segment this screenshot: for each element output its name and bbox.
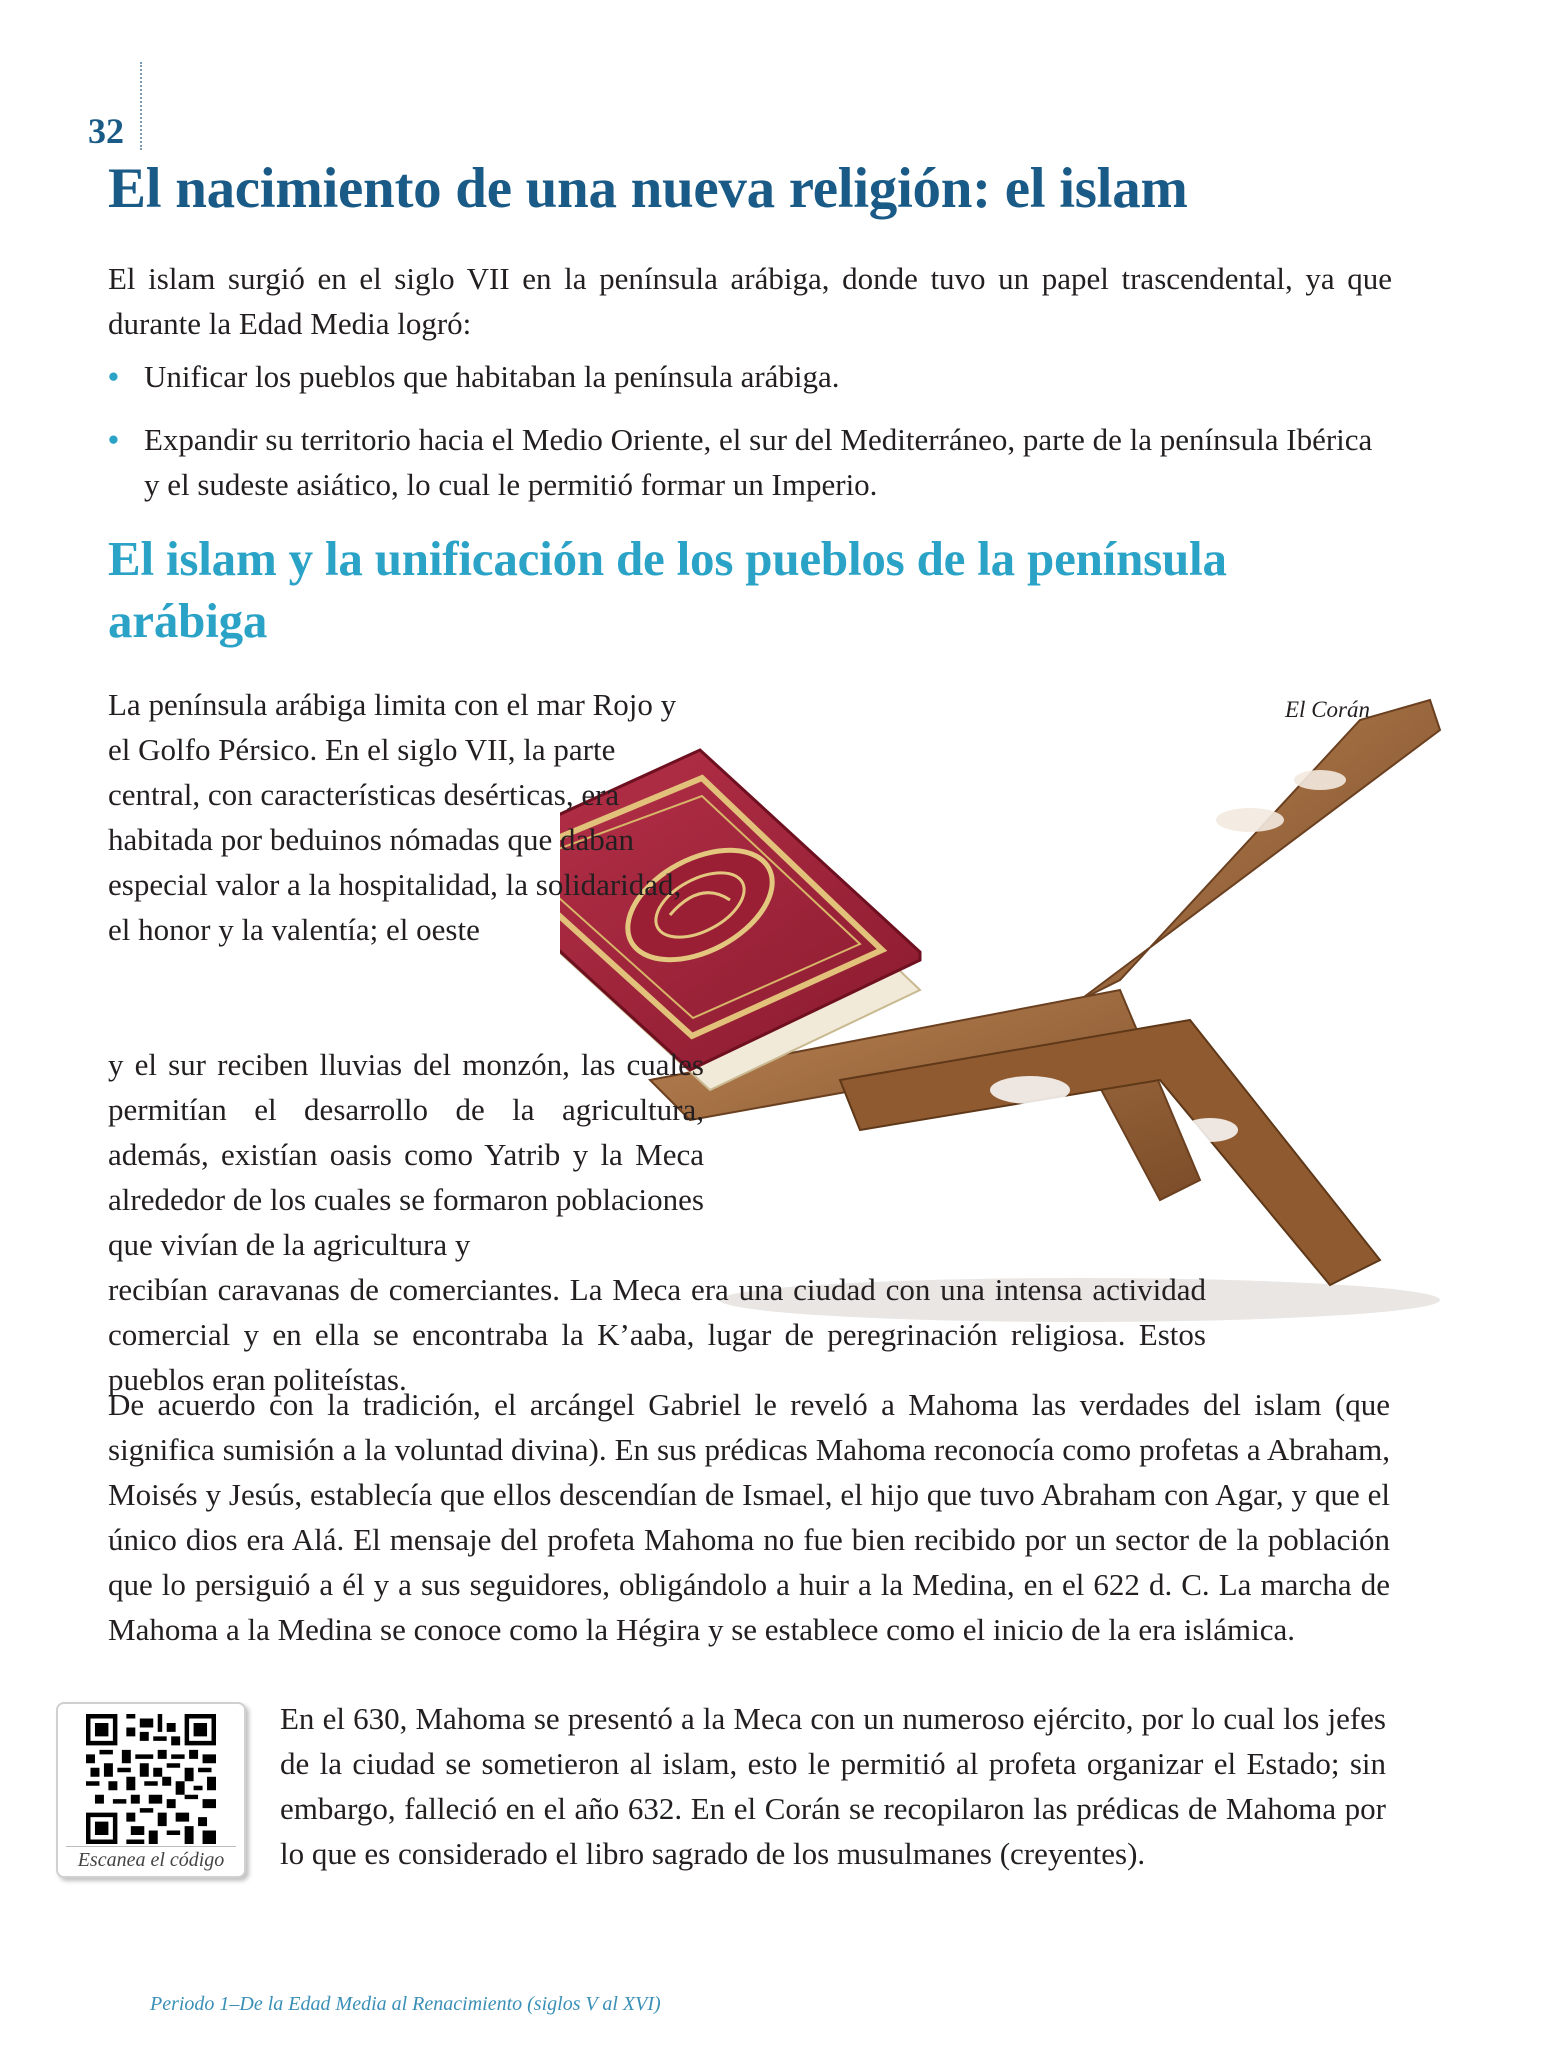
figure-caption: El Corán [1285,697,1370,722]
qr-code-icon [86,1714,216,1844]
section-subtitle: El islam y la unificación de los pueblos de la península arábiga [108,531,1227,648]
body-paragraph-3: En el 630, Mahoma se presentó a la Meca con un numeroso ejército, por lo cual los jefes de la ciudad se sometieron al islam, esto le permitió al profeta organizar el Estado; sin embargo, falleció en el año 632. En el Corán se recopilaron las prédicas de Mahoma por lo que es considerado el libro sagrado de los musulmanes (creyentes). [280,1701,1386,1871]
qr-code-label: Escanea el código [66,1846,236,1872]
page-number: 32 [88,111,124,151]
qr-code-box[interactable] [56,1702,246,1878]
intro-paragraph: El islam surgió en el siglo VII en la península arábiga, donde tuvo un papel trascendental, ya que durante la Edad Media logró: [108,261,1392,341]
body-paragraph-middle: y el sur reciben lluvias del monzón, las cuales permitían el desarrollo de la agricultura, además, existían oasis como Yatrib y la Meca alrededor de los cuales se formaron poblaciones que vivían de la agricultura y [108,1047,704,1262]
page-footer: Periodo 1–De la Edad Media al Renacimiento (siglos V al XVI) [150,1993,661,2015]
bullet-icon: • [108,359,119,394]
bullet-icon: • [108,422,119,457]
body-paragraph-narrow: La península arábiga limita con el mar Rojo y el Golfo Pérsico. En el siglo VII, la parte central, con características desérticas, era habitada por beduinos nómadas que daban especial valor a la hospitalidad, la solidaridad, el honor y la valentía; el oeste [108,687,682,947]
page-number-rule [140,62,142,150]
bullet-list [108,354,1392,525]
bullet-item: • Expandir su territorio hacia el Medio Oriente, el sur del Mediterráneo, parte de la península Ibérica y el sudeste asiático, lo cual le permitió formar un Imperio. [108,417,1392,507]
bullet-item: • Unificar los pueblos que habitaban la península arábiga. [108,354,1392,399]
body-paragraph-2: De acuerdo con la tradición, el arcángel Gabriel le reveló a Mahoma las verdades del islam (que significa sumisión a la voluntad divina). En sus prédicas Mahoma reconocía como profetas a Abraham, Moisés y Jesús, establecía que ellos descendían de Ismael, el hijo que tuvo Abraham con Agar, y que el único dios era Alá. El mensaje del profeta Mahoma no fue bien recibido por un sector de la población que lo persiguió a él y a sus seguidores, obligándolo a huir a la Medina, en el 622 d. C. La marcha de Mahoma a la Medina se conoce como la Hégira y se establece como el inicio de la era islámica. [108,1387,1390,1647]
body-paragraph-wide: recibían caravanas de comerciantes. La Meca era una ciudad con una intensa actividad comercial y en ella se encontraba la K’aaba, lugar de peregrinación religiosa. Estos pueblos eran politeístas. [108,1272,1206,1397]
page-title: El nacimiento de una nueva religión: el islam [108,157,1188,220]
